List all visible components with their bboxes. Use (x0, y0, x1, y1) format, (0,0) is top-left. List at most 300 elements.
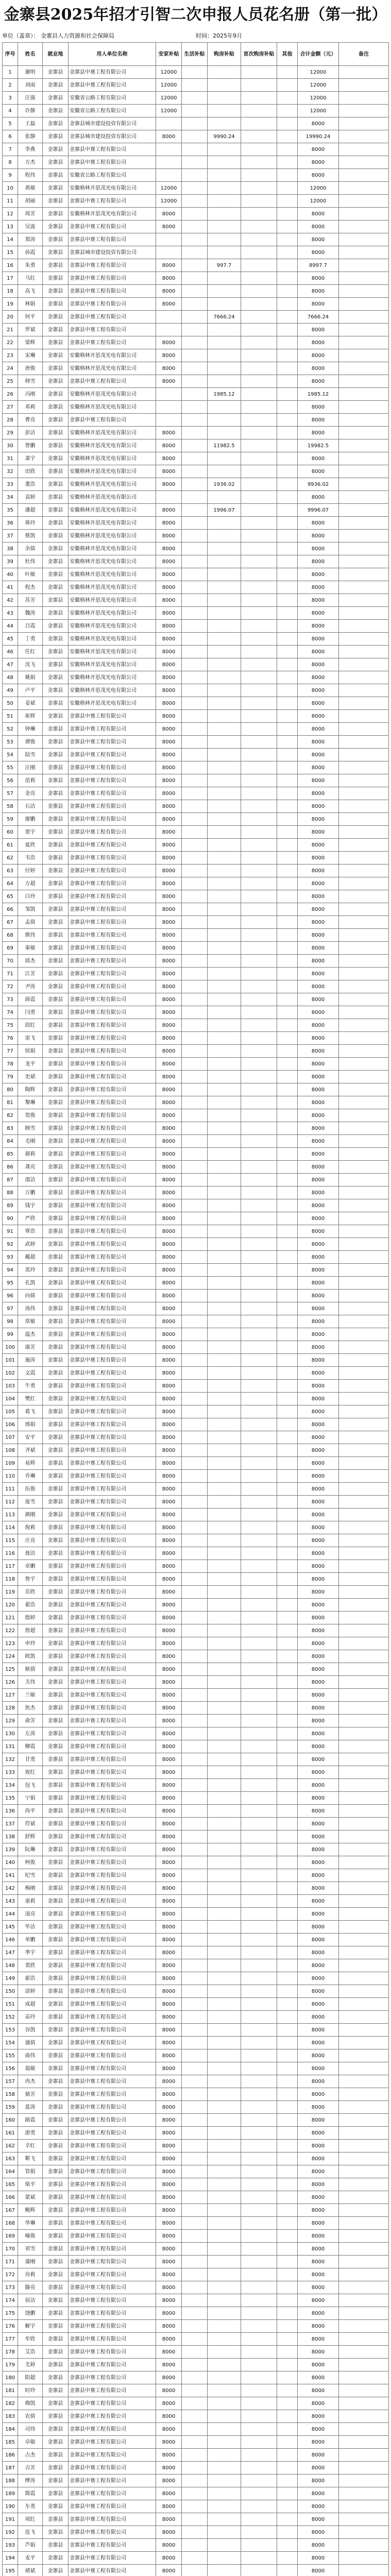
table-cell (241, 298, 277, 311)
table-cell (241, 1302, 277, 1315)
table-cell (182, 2384, 208, 2397)
table-cell (241, 1483, 277, 1496)
table-cell: 钱宇 (18, 1199, 43, 1212)
table-cell: 8000 (298, 530, 339, 543)
table-cell (241, 1354, 277, 1367)
table-cell (182, 195, 208, 208)
table-cell: 安徽格林开思茂光电有限公司 (69, 568, 156, 581)
table-cell (241, 1019, 277, 1032)
table-cell (208, 710, 241, 723)
table-cell: 148 (3, 1959, 18, 1972)
table-cell: 邢娟 (18, 1418, 43, 1431)
table-cell: 147 (3, 1946, 18, 1959)
table-cell: 金寨县中赛工程有限公司 (69, 761, 156, 774)
table-cell (241, 1264, 277, 1277)
table-cell (182, 1560, 208, 1573)
table-cell: 岳欣 (18, 1586, 43, 1599)
table-cell: 金寨县中赛工程有限公司 (69, 2487, 156, 2500)
table-cell: 8000 (156, 916, 182, 929)
table-cell: 金寨县中赛工程有限公司 (69, 2127, 156, 2140)
table-cell: 金寨县 (43, 401, 69, 414)
table-cell: 常敏 (18, 1315, 43, 1328)
table-cell (182, 1418, 208, 1431)
table-cell (277, 1290, 298, 1302)
table-cell (182, 2049, 208, 2062)
table-cell: 金寨县中赛工程有限公司 (69, 2513, 156, 2526)
table-cell (241, 1290, 277, 1302)
table-cell: 金寨县 (43, 1934, 69, 1946)
table-cell: 童莉 (18, 1895, 43, 1908)
table-row (3, 2140, 389, 2153)
table-cell (277, 620, 298, 633)
table-cell (241, 1380, 277, 1393)
table-row (3, 2217, 389, 2230)
table-cell: 11 (3, 195, 18, 208)
table-cell: 金寨县 (43, 1058, 69, 1071)
table-cell: 8000 (298, 1418, 339, 1431)
table-cell: 金寨县中赛工程有限公司 (69, 1534, 156, 1547)
table-cell: 金寨县 (43, 117, 69, 130)
table-row (3, 1831, 389, 1843)
table-cell (241, 233, 277, 246)
table-cell (156, 401, 182, 414)
table-row (3, 723, 389, 736)
table-cell (277, 658, 298, 671)
table-cell: 75 (3, 1019, 18, 1032)
table-cell (277, 555, 298, 568)
table-cell (241, 1663, 277, 1676)
table-cell: 蒙斌 (18, 2191, 43, 2204)
table-cell: 8000 (298, 1534, 339, 1547)
table-cell: 111 (3, 1483, 18, 1496)
table-cell: 金寨县 (43, 2281, 69, 2294)
table-row (3, 1702, 389, 1715)
table-cell: 金寨县中赛工程有限公司 (69, 2346, 156, 2359)
table-cell (277, 324, 298, 336)
table-cell: 141 (3, 1869, 18, 1882)
table-cell (277, 2075, 298, 2088)
table-cell (241, 375, 277, 388)
table-cell (277, 2552, 298, 2565)
table-cell (208, 1380, 241, 1393)
table-cell (277, 2088, 298, 2101)
table-cell: 金寨县 (43, 1998, 69, 2011)
table-cell (208, 1264, 241, 1277)
table-row (3, 2153, 389, 2165)
table-cell: 87 (3, 1174, 18, 1187)
table-cell: 13 (3, 221, 18, 233)
table-cell: 金寨县中赛工程有限公司 (69, 2320, 156, 2333)
table-cell: 金寨县中赛工程有限公司 (69, 852, 156, 865)
table-cell (208, 1740, 241, 1753)
table-cell (208, 156, 241, 169)
table-row (3, 1586, 389, 1599)
table-cell: 8000 (156, 1869, 182, 1882)
table-cell: 金寨县 (43, 2359, 69, 2371)
table-cell (339, 1135, 389, 1148)
table-row (3, 2011, 389, 2024)
table-cell: 缪涛 (18, 2475, 43, 2487)
table-cell: 万鹏 (18, 1187, 43, 1199)
table-cell: 60 (3, 826, 18, 839)
table-cell (339, 1509, 389, 1521)
table-cell (208, 1006, 241, 1019)
table-row (3, 2500, 389, 2513)
table-cell: 8000 (156, 465, 182, 478)
table-cell: 152 (3, 2011, 18, 2024)
table-cell: 8000 (156, 1071, 182, 1083)
table-cell: 左涛 (18, 1727, 43, 1740)
table-cell (339, 105, 389, 117)
table-cell (277, 877, 298, 890)
table-cell: 8000 (298, 1573, 339, 1586)
table-cell: 32 (3, 465, 18, 478)
table-cell (339, 1573, 389, 1586)
table-cell (339, 2062, 389, 2075)
table-cell: 8000 (298, 285, 339, 298)
table-cell: 安徽格林开思茂光电有限公司 (69, 465, 156, 478)
table-cell: 62 (3, 852, 18, 865)
table-cell: 8000 (298, 143, 339, 156)
table-cell (339, 2024, 389, 2037)
table-cell (339, 1328, 389, 1341)
table-cell: 70 (3, 955, 18, 968)
table-cell (208, 2127, 241, 2140)
table-cell: 1996.07 (208, 504, 241, 517)
table-cell (241, 491, 277, 504)
table-cell (208, 2037, 241, 2049)
table-cell (182, 658, 208, 671)
table-cell: 杜伟 (18, 555, 43, 568)
table-cell: 金寨县中赛工程有限公司 (69, 1225, 156, 1238)
table-cell: 金寨县 (43, 478, 69, 491)
table-cell: 关伟 (18, 1676, 43, 1689)
table-cell (182, 1702, 208, 1715)
table-cell: 金寨县 (43, 2539, 69, 2552)
table-cell (182, 1277, 208, 1290)
table-cell (277, 1174, 298, 1187)
table-cell (208, 1624, 241, 1637)
table-row (3, 1135, 389, 1148)
table-row (3, 1663, 389, 1676)
table-cell (182, 1689, 208, 1702)
table-cell (182, 2449, 208, 2462)
table-cell: 金寨县 (43, 2024, 69, 2037)
table-cell (241, 336, 277, 349)
table-row (3, 2268, 389, 2281)
table-cell: 金寨县 (43, 2049, 69, 2062)
table-cell: 8000 (298, 1715, 339, 1727)
table-row (3, 2397, 389, 2410)
table-cell: 金寨县 (43, 2436, 69, 2449)
table-cell: 8000 (156, 1727, 182, 1740)
table-cell: 8000 (298, 2127, 339, 2140)
table-cell: 金寨县 (43, 1676, 69, 1689)
table-cell (339, 2243, 389, 2256)
table-cell: 金寨县中赛工程有限公司 (69, 890, 156, 903)
table-cell: 15 (3, 246, 18, 259)
table-cell (277, 439, 298, 452)
table-cell: 金寨县 (43, 2320, 69, 2333)
table-cell: 125 (3, 1663, 18, 1676)
table-cell (208, 2140, 241, 2153)
table-cell (208, 1096, 241, 1109)
table-cell: 12000 (298, 66, 339, 79)
table-cell (339, 1959, 389, 1972)
table-cell: 8000 (156, 2500, 182, 2513)
table-cell: 金寨县中赛工程有限公司 (69, 2243, 156, 2256)
table-cell: 崔辉 (18, 710, 43, 723)
table-cell: 158 (3, 2088, 18, 2101)
table-cell: 金寨县 (43, 298, 69, 311)
table-cell: 金寨县中赛工程有限公司 (69, 723, 156, 736)
table-cell: 金寨县中赛工程有限公司 (69, 1058, 156, 1071)
table-cell (241, 710, 277, 723)
table-cell: 8000 (156, 1328, 182, 1341)
table-cell: 金寨县 (43, 439, 69, 452)
table-cell: 文霞 (18, 1367, 43, 1380)
table-cell (208, 143, 241, 156)
table-row (3, 2346, 389, 2359)
table-cell: 8000 (156, 1045, 182, 1058)
table-cell: 金寨县中赛工程有限公司 (69, 285, 156, 298)
table-row (3, 1380, 389, 1393)
table-cell (339, 478, 389, 491)
table-cell: 金寨县 (43, 1959, 69, 1972)
table-cell: 68 (3, 929, 18, 942)
table-row (3, 517, 389, 530)
table-row (3, 1521, 389, 1534)
table-cell: 蓝涛 (18, 2101, 43, 2114)
table-cell: 8000 (298, 1869, 339, 1882)
table-cell: 金寨县城市建设投资有限公司 (69, 117, 156, 130)
table-cell: 8000 (298, 658, 339, 671)
table-cell: 金寨县 (43, 1444, 69, 1457)
table-cell (208, 1882, 241, 1895)
table-row (3, 607, 389, 620)
table-cell (241, 1122, 277, 1135)
table-cell: 171 (3, 2256, 18, 2268)
table-row (3, 1483, 389, 1496)
table-cell: 8000 (156, 1534, 182, 1547)
table-cell: 金寨县 (43, 2307, 69, 2320)
table-cell: 8000 (156, 1109, 182, 1122)
table-cell: 94 (3, 1264, 18, 1277)
table-cell: 8000 (298, 1019, 339, 1032)
table-cell (277, 1547, 298, 1560)
table-cell: 钟琳 (18, 723, 43, 736)
table-cell (241, 427, 277, 439)
table-cell (241, 388, 277, 401)
table-cell (277, 2204, 298, 2217)
table-cell (208, 92, 241, 105)
table-cell (182, 1599, 208, 1612)
table-cell: 73 (3, 993, 18, 1006)
table-cell: 蒋玲 (18, 517, 43, 530)
table-cell: 安徽省公路工程有限公司 (69, 92, 156, 105)
table-row (3, 2565, 389, 2576)
table-cell (339, 968, 389, 980)
table-cell: 安徽格林开思茂光电有限公司 (69, 517, 156, 530)
table-cell: 金寨县 (43, 646, 69, 658)
table-cell (339, 2384, 389, 2397)
table-cell: 8000 (156, 1521, 182, 1534)
table-cell: 舒辉 (18, 1831, 43, 1843)
table-cell: 8000 (298, 1238, 339, 1251)
table-cell (241, 1006, 277, 1019)
table-cell (339, 2268, 389, 2281)
table-cell: 金寨县 (43, 143, 69, 156)
table-cell: 辛红 (18, 2140, 43, 2153)
table-cell (339, 491, 389, 504)
table-cell (241, 1586, 277, 1599)
table-cell: 金寨县中赛工程有限公司 (69, 66, 156, 79)
table-cell (339, 2127, 389, 2140)
table-cell (182, 2526, 208, 2539)
table-cell: 金寨县 (43, 169, 69, 182)
table-cell: 金寨县 (43, 543, 69, 555)
table-cell (208, 1405, 241, 1418)
table-cell: 金寨县 (43, 1006, 69, 1019)
table-cell: 9 (3, 169, 18, 182)
table-cell: 177 (3, 2333, 18, 2346)
table-row (3, 530, 389, 543)
table-cell: 金寨县 (43, 1599, 69, 1612)
table-cell: 8000 (156, 2333, 182, 2346)
table-cell: 8000 (298, 1148, 339, 1161)
table-row (3, 143, 389, 156)
table-cell (339, 1212, 389, 1225)
table-cell: 金寨县 (43, 2011, 69, 2024)
table-cell (339, 826, 389, 839)
table-cell: 解宇 (18, 2320, 43, 2333)
table-cell: 安徽格林开思茂光电有限公司 (69, 594, 156, 607)
table-cell: 金寨县 (43, 1264, 69, 1277)
table-cell (241, 2062, 277, 2075)
table-cell: 金寨县中赛工程有限公司 (69, 2075, 156, 2088)
table-cell (182, 1663, 208, 1676)
table-cell (339, 272, 389, 285)
table-cell (277, 285, 298, 298)
table-cell: 8000 (156, 2346, 182, 2359)
table-cell (208, 800, 241, 813)
table-cell (182, 1496, 208, 1509)
table-cell (277, 2410, 298, 2423)
table-cell: 107 (3, 1431, 18, 1444)
table-cell: 潘超 (18, 504, 43, 517)
table-cell (241, 285, 277, 298)
table-cell (182, 2539, 208, 2552)
table-cell (208, 620, 241, 633)
table-row (3, 787, 389, 800)
table-cell (241, 2268, 277, 2281)
table-cell (277, 826, 298, 839)
table-cell (182, 1122, 208, 1135)
table-cell: 8000 (298, 208, 339, 221)
table-cell (182, 2307, 208, 2320)
table-cell (208, 2281, 241, 2294)
table-cell: 1936.02 (208, 478, 241, 491)
table-cell (339, 2114, 389, 2127)
table-cell (277, 1637, 298, 1650)
table-cell (339, 504, 389, 517)
table-cell: 史斌 (18, 1071, 43, 1083)
table-cell (339, 66, 389, 79)
table-cell: 金寨县 (43, 1573, 69, 1586)
table-cell: 91 (3, 1225, 18, 1238)
table-cell (241, 1251, 277, 1264)
table-cell (208, 2088, 241, 2101)
table-row (3, 543, 389, 555)
table-row (3, 1251, 389, 1264)
table-cell (208, 2565, 241, 2576)
table-cell: 8000 (298, 517, 339, 530)
table-cell (339, 543, 389, 555)
table-cell: 8000 (298, 1380, 339, 1393)
table-cell (241, 826, 277, 839)
table-cell: 殷婷 (18, 1612, 43, 1624)
table-cell (277, 2191, 298, 2204)
table-cell (182, 1753, 208, 1766)
table-row (3, 877, 389, 890)
table-cell (241, 1431, 277, 1444)
table-cell: 金寨县 (43, 1509, 69, 1521)
column-header: 生活补贴 (182, 43, 208, 66)
table-cell (208, 2475, 241, 2487)
table-cell: 阮琳 (18, 1843, 43, 1856)
table-cell: 8000 (156, 1702, 182, 1715)
table-cell: 周芳 (18, 208, 43, 221)
table-cell: 翁敏 (18, 2062, 43, 2075)
table-cell: 8000 (298, 1212, 339, 1225)
table-row (3, 1470, 389, 1483)
table-cell: 金寨县中赛工程有限公司 (69, 1290, 156, 1302)
column-header: 其他 (277, 43, 298, 66)
table-cell (182, 607, 208, 620)
table-cell: 金寨县中赛工程有限公司 (69, 1650, 156, 1663)
table-cell (182, 852, 208, 865)
table-cell (182, 2294, 208, 2307)
table-cell (182, 955, 208, 968)
table-cell: 8000 (298, 1946, 339, 1959)
table-cell: 8000 (298, 1831, 339, 1843)
table-cell (182, 375, 208, 388)
table-cell: 廖鹏 (18, 813, 43, 826)
table-cell: 金寨县中赛工程有限公司 (69, 1006, 156, 1019)
table-cell: 安徽格林开思茂光电有限公司 (69, 646, 156, 658)
table-cell (182, 2462, 208, 2475)
table-cell (208, 2114, 241, 2127)
table-cell (208, 697, 241, 710)
table-cell (208, 1058, 241, 1071)
table-cell: 卓敏 (18, 2436, 43, 2449)
table-cell: 聂洁 (18, 1547, 43, 1560)
table-cell (182, 877, 208, 890)
table-cell: 余倩 (18, 543, 43, 555)
table-cell (182, 1818, 208, 1831)
table-cell: 8000 (156, 504, 182, 517)
table-cell: 金寨县中赛工程有限公司 (69, 221, 156, 233)
table-cell: 金寨县 (43, 1302, 69, 1315)
table-cell: 88 (3, 1187, 18, 1199)
table-cell: 叶敏 (18, 568, 43, 581)
table-cell: 8000 (156, 2475, 182, 2487)
table-cell (241, 208, 277, 221)
table-cell (277, 1624, 298, 1637)
table-cell: 8000 (156, 2436, 182, 2449)
table-cell (339, 1367, 389, 1380)
table-cell (182, 259, 208, 272)
